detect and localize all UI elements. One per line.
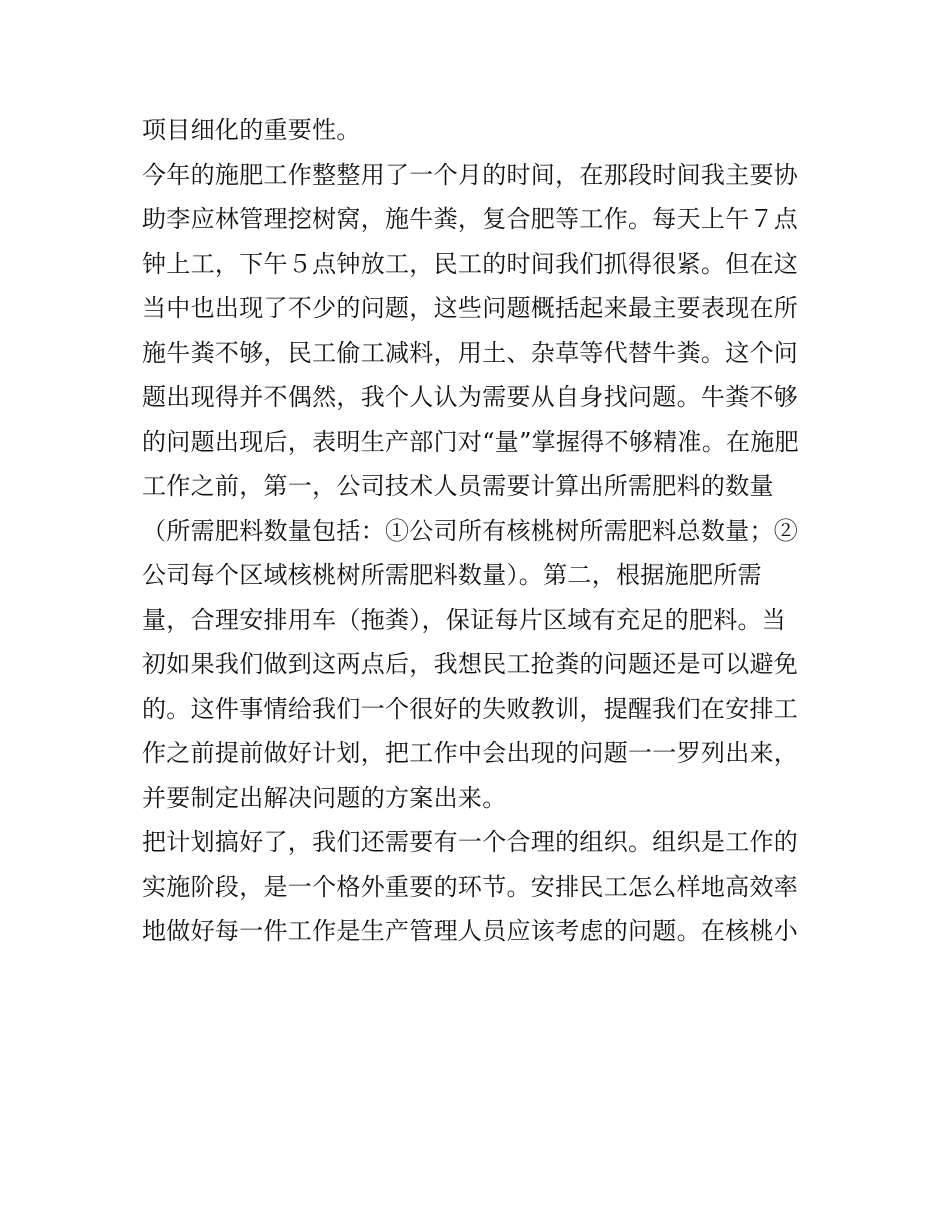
text-line: 工作之前，第一，公司技术人员需要计算出所需肥料的数量 [142,472,774,500]
text-line: （所需肥料数量包括：①公司所有核桃树所需肥料总数量；② [142,516,799,545]
text-line: 当中也出现了不少的问题，这些问题概括起来最主要表现在所 [142,294,799,322]
text-line: 题出现得并不偶然，我个人认为需要从自身找问题。牛粪不够 [142,383,799,411]
text-line: 项目细化的重要性。 [142,116,361,144]
text-line: 今年的施肥工作整整用了一个月的时间，在那段时间我主要协 [142,160,799,189]
text-line: 把计划搞好了，我们还需要有一个合理的组织。组织是工作的 [142,828,799,856]
text-line: 的问题出现后，表明生产部门对“量”掌握得不够精准。在施肥 [142,427,799,456]
text-line: 作之前提前做好计划，把工作中会出现的问题一一罗列出来， [142,739,799,767]
text-line: 实施阶段，是一个格外重要的环节。安排民工怎么样地高效率 [142,872,799,901]
text-line: 钟上工，下午５点钟放工，民工的时间我们抓得很紧。但在这 [142,249,799,278]
text-line: 初如果我们做到这两点后，我想民工抢粪的问题还是可以避免 [142,650,799,678]
text-line: 并要制定出解决问题的方案出来。 [142,783,507,812]
text-line: 施牛粪不够，民工偷工减料，用土、杂草等代替牛粪。这个问 [142,338,799,367]
body-text [142,108,822,954]
text-line: 的。这件事情给我们一个很好的失败教训，提醒我们在安排工 [142,694,799,723]
text-line: 公司每个区域核桃树所需肥料数量）。第二，根据施肥所需 [142,561,762,589]
text-line: 地做好每一件工作是生产管理人员应该考虑的问题。在核桃小 [142,917,799,945]
text-line: 助李应林管理挖树窝，施牛粪，复合肥等工作。每天上午７点 [142,205,799,233]
text-line: 量，合理安排用车（拖粪），保证每片区域有充足的肥料。当 [142,605,787,634]
